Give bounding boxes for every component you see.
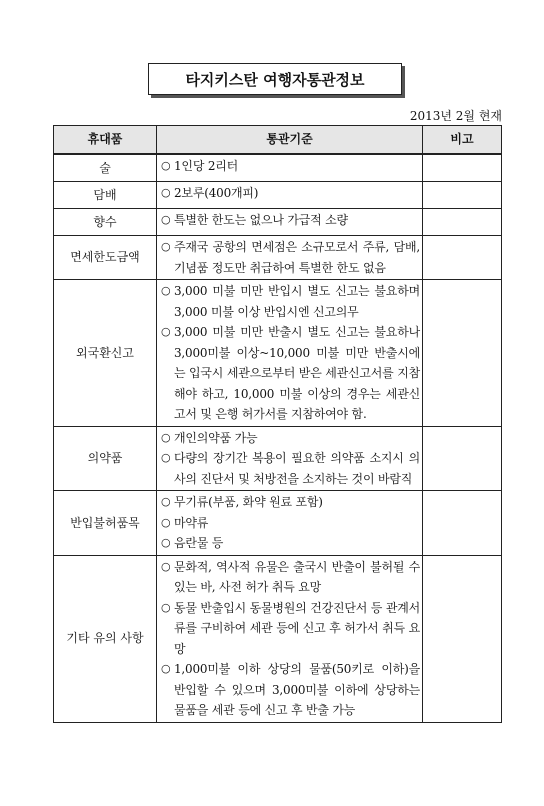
standard-cell	[157, 426, 423, 491]
table-row	[54, 236, 502, 280]
note-cell	[423, 426, 502, 491]
table-row	[54, 555, 502, 722]
note-cell	[423, 491, 502, 556]
item-cell: 외국환신고	[54, 280, 157, 427]
bullet-text: 개인의약품 가능	[174, 430, 258, 445]
circle-bullet-icon: ○	[161, 495, 171, 508]
circle-bullet-icon: ○	[161, 240, 171, 253]
bullet-text: 주재국 공항의 면세점은 소규모로서 주류, 담배, 기념품 정도만 취급하여 특별한 한도 없음	[174, 240, 420, 275]
item-cell: 술	[54, 154, 157, 182]
note-cell	[423, 280, 502, 427]
circle-bullet-icon: ○	[161, 451, 171, 464]
standard-cell	[157, 154, 423, 182]
circle-bullet-icon: ○	[161, 430, 171, 444]
bullet-item	[161, 598, 420, 660]
bullet-item	[161, 513, 420, 534]
bullet-text: 문화적, 역사적 유물은 출국시 반출이 불허될 수 있는 바, 사전 허가 취득 요망	[174, 559, 420, 594]
bullet-item	[161, 281, 420, 322]
note-cell	[423, 236, 502, 280]
circle-bullet-icon: ○	[161, 159, 171, 172]
bullet-text: 음란물 등	[174, 536, 224, 550]
header-item: 휴대품	[54, 126, 157, 155]
item-cell: 향수	[54, 209, 157, 236]
page-title: 타지키스탄 여행자통관정보	[148, 63, 402, 95]
standard-cell	[157, 280, 423, 427]
header-row	[54, 126, 502, 155]
bullet-item	[161, 183, 420, 204]
bullet-text: 3,000 미불 미만 반입시 별도 신고는 불요하며 3,000 미불 이상 반입시엔 신고의무	[174, 284, 420, 319]
bullet-text: 3,000 미불 미만 반출시 별도 신고는 불요하나 3,000미불 이상~10,000 미불 미만 반출시에는 입국시 세관으로부터 받은 세관신고서를 지참해야 하고, 10,000 미불 이상의 경우는 세관신고서 및 은행 허가서를 지참하여야 함.	[174, 325, 420, 421]
standard-cell	[157, 209, 423, 236]
bullet-item	[161, 156, 420, 177]
table-row	[54, 209, 502, 236]
bullet-text: 동물 반출입시 동물병원의 건강진단서 등 관계서류를 구비하여 세관 등에 신고 후 허가서 취득 요망	[174, 600, 420, 656]
circle-bullet-icon: ○	[161, 325, 171, 338]
table-row	[54, 491, 502, 556]
circle-bullet-icon: ○	[161, 186, 171, 199]
item-cell: 기타 유의 사항	[54, 555, 157, 722]
circle-bullet-icon: ○	[161, 515, 171, 529]
item-cell: 반입불허품목	[54, 491, 157, 556]
item-cell: 담배	[54, 182, 157, 209]
bullet-text: 2보루(400개피)	[174, 186, 259, 200]
standard-cell	[157, 491, 423, 556]
customs-table	[53, 125, 502, 723]
note-cell	[423, 154, 502, 182]
bullet-text: 다량의 장기간 복용이 필요한 의약품 소지시 의사의 진단서 및 처방전을 소지하는 것이 바람직	[174, 451, 420, 486]
circle-bullet-icon: ○	[161, 284, 171, 297]
table-row	[54, 280, 502, 427]
circle-bullet-icon: ○	[161, 536, 171, 549]
circle-bullet-icon: ○	[161, 559, 171, 573]
bullet-item	[161, 557, 420, 598]
standard-cell	[157, 236, 423, 280]
date-label: 2013년 2월 현재	[409, 109, 502, 123]
circle-bullet-icon: ○	[161, 662, 171, 675]
bullet-text: 1인당 2리터	[174, 159, 239, 173]
bullet-text: 무기류(부품, 화약 원료 포함)	[174, 495, 323, 509]
circle-bullet-icon: ○	[161, 213, 171, 226]
bullet-item	[161, 659, 420, 721]
bullet-text: 특별한 한도는 없으나 가급적 소량	[174, 213, 348, 227]
bullet-item	[161, 492, 420, 513]
item-cell: 면세한도금액	[54, 236, 157, 280]
standard-cell	[157, 555, 423, 722]
bullet-text: 1,000미불 이하 상당의 물품(50키로 이하)을 반입할 수 있으며 3,000미불 이하에 상당하는 물품을 세관 등에 신고 후 반출 가능	[174, 662, 420, 717]
circle-bullet-icon: ○	[161, 600, 171, 614]
header-standard: 통관기준	[157, 126, 423, 155]
bullet-item	[161, 322, 420, 425]
note-cell	[423, 209, 502, 236]
header-note: 비고	[423, 126, 502, 155]
table-row	[54, 154, 502, 182]
table-row	[54, 182, 502, 209]
note-cell	[423, 182, 502, 209]
bullet-item	[161, 237, 420, 278]
bullet-item	[161, 428, 420, 449]
bullet-item	[161, 448, 420, 489]
bullet-item	[161, 210, 420, 231]
bullet-text: 마약류	[174, 515, 209, 530]
note-cell	[423, 555, 502, 722]
table-row	[54, 426, 502, 491]
item-cell: 의약품	[54, 426, 157, 491]
bullet-item	[161, 533, 420, 554]
standard-cell	[157, 182, 423, 209]
